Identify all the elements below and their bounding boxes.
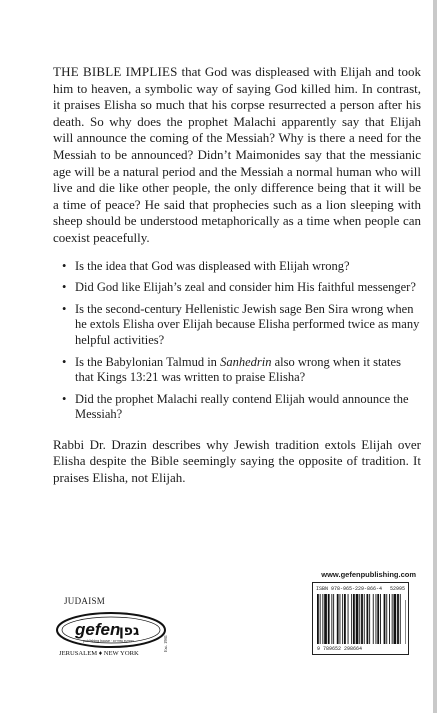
question-list bbox=[53, 259, 421, 423]
question-text: Is the second-century Hellenistic Jewish sage Ben Sira wrong when he extols Elisha over Elijah because Elisha performed twice as many helpful activities? bbox=[75, 301, 420, 347]
bullet-icon: • bbox=[62, 258, 67, 273]
barcode-bar bbox=[361, 594, 363, 644]
question-text-after: also wrong when it states that Kings 13:21 was written to praise Elisha? bbox=[75, 354, 401, 385]
barcode-icon bbox=[316, 592, 406, 646]
barcode-bar bbox=[333, 594, 334, 644]
barcode-digits: 9 789652 298664 bbox=[317, 646, 363, 652]
barcode-bar bbox=[376, 594, 377, 644]
question-text: Did God like Elijah’s zeal and consider him His faithful messenger? bbox=[75, 280, 416, 295]
barcode-bar bbox=[373, 594, 374, 644]
barcode-bar bbox=[384, 594, 386, 644]
question-item bbox=[53, 280, 421, 296]
barcode-bar bbox=[394, 594, 397, 644]
barcode-bar bbox=[386, 594, 387, 644]
barcode-bar bbox=[400, 594, 401, 644]
barcode-bar bbox=[377, 594, 379, 644]
barcode-bar bbox=[331, 594, 332, 644]
barcode-bar bbox=[317, 594, 319, 644]
barcode-bar bbox=[322, 594, 323, 644]
publisher-logo bbox=[53, 596, 203, 666]
question-item bbox=[53, 259, 421, 275]
barcode-bar bbox=[356, 594, 359, 644]
logo-hebrew: גפן bbox=[119, 623, 140, 639]
subject-category: JUDAISM bbox=[64, 596, 106, 606]
logo-tagline: publishing house · הוצאת ספרים bbox=[83, 639, 134, 643]
barcode-area bbox=[312, 570, 416, 660]
barcode-bar bbox=[328, 594, 330, 644]
barcode-bar bbox=[320, 594, 321, 644]
barcode-bar bbox=[367, 594, 369, 644]
question-item bbox=[53, 355, 421, 386]
barcode-bar bbox=[337, 594, 339, 644]
barcode-bar bbox=[348, 594, 349, 644]
back-cover-text bbox=[53, 64, 421, 487]
question-text: Is the idea that God was displeased with Elijah wrong? bbox=[75, 258, 350, 273]
barcode-bar bbox=[397, 594, 399, 644]
intro-text: that God was displeased with Elijah and took him to heaven, a symbolic way of saying God killed him. In contrast, it praises Elisha so much that his corpse resurrected a person after his death. So why does the prophet Malachi apparently say that Elijah will announce the coming of the Messiah? Why is there a need for the Messiah to be announced? Didn’t Maimonides say that the messianic age will be a natural period and the Messiah a normal human who will live and die like other people, the only difference being that it will be a time of peace? He said that prophecies such as a lion sleeping with sheep should be understood metaphorically as a time when people can coexist peacefully. bbox=[53, 64, 421, 245]
question-text-italic: Sanhedrin bbox=[220, 354, 272, 369]
barcode-bar bbox=[369, 594, 370, 644]
barcode-bar bbox=[380, 594, 381, 644]
gefen-logo-icon bbox=[53, 604, 173, 664]
logo-established: Est. 1981 bbox=[163, 634, 168, 652]
bullet-icon: • bbox=[62, 391, 67, 406]
barcode-bar bbox=[342, 594, 343, 644]
barcode-bar bbox=[392, 594, 393, 644]
page-edge bbox=[433, 0, 437, 713]
closing-paragraph: Rabbi Dr. Drazin describes why Jewish tradition extols Elijah over Elisha despite the Bible seemingly saying the opposite of tradition. It praises Elisha, not Elijah. bbox=[53, 436, 421, 486]
logo-name: gefen bbox=[75, 620, 121, 639]
price-code: 52995 bbox=[389, 586, 405, 592]
bullet-icon: • bbox=[62, 354, 67, 369]
publisher-url: www.gefenpublishing.com bbox=[321, 570, 416, 579]
intro-paragraph bbox=[53, 64, 421, 247]
question-item bbox=[53, 302, 421, 349]
barcode-addon-bar bbox=[406, 600, 407, 644]
isbn-label: ISBN 978-965-229-866-4 bbox=[316, 586, 383, 592]
barcode-bar bbox=[344, 594, 346, 644]
barcode-bar bbox=[353, 594, 355, 644]
barcode-bar bbox=[351, 594, 352, 644]
bullet-icon: • bbox=[62, 280, 67, 295]
barcode-bar bbox=[359, 594, 360, 644]
barcode-bar bbox=[364, 594, 365, 644]
barcode-bar bbox=[389, 594, 390, 644]
barcode-bar bbox=[324, 594, 327, 644]
intro-lead: THE BIBLE IMPLIES bbox=[53, 64, 178, 79]
barcode-bar bbox=[340, 594, 341, 644]
question-text: Did the prophet Malachi really contend Elijah would announce the Messiah? bbox=[75, 391, 409, 422]
logo-cities: JERUSALEM ♦ NEW YORK bbox=[59, 650, 139, 657]
question-text-before: Is the Babylonian Talmud in bbox=[75, 354, 221, 369]
question-item bbox=[53, 392, 421, 423]
bullet-icon: • bbox=[62, 301, 67, 316]
isbn-barcode bbox=[312, 582, 409, 655]
